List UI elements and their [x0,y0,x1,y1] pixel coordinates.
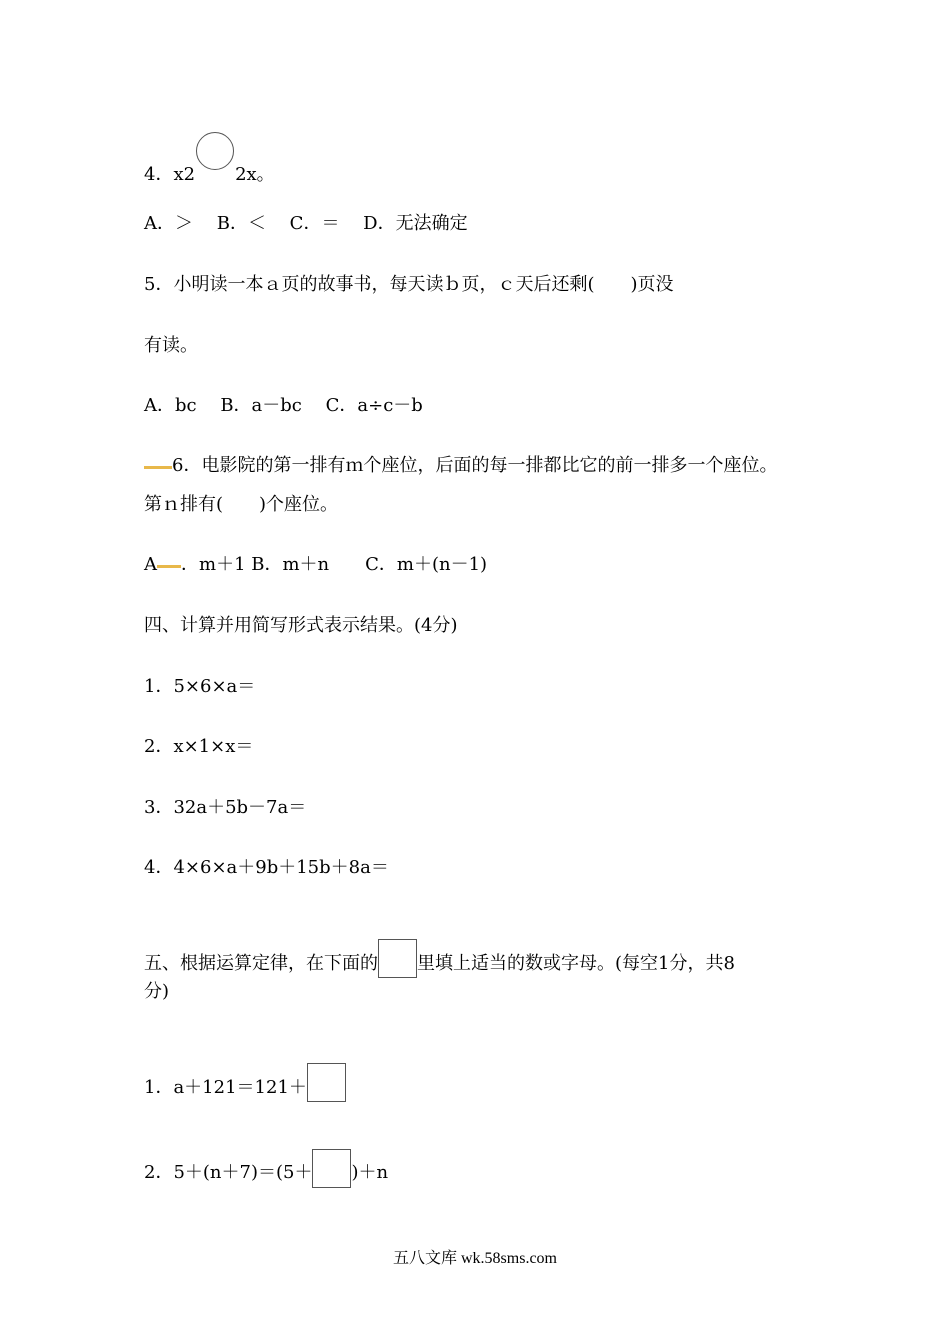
section5-heading [144,937,735,976]
q5-options: A．bc B．a－bc C．a÷c－b [144,395,423,416]
q6-options [144,553,487,577]
section5-item-1 [144,1061,346,1100]
q5-line2: 有读。 [144,335,198,356]
q6-line1-text: 6．电影院的第一排有ｍ个座位，后面的每一排都比它的前一排多一个座位。 [172,455,778,476]
section4-item: 4．4×6×a＋9b＋15b＋8a＝ [144,857,389,878]
section5-heading-line2: 分) [144,981,170,1002]
section5-heading-post: 里填上适当的数或字母。(每空1分，共8 [417,953,735,974]
q4-right: 2x。 [235,164,275,185]
q6-options-rest: ．m＋1 B．m＋n C．m＋(n－1) [181,554,488,575]
q6-opt-a: A [144,554,157,575]
q4-options: A．＞ B．＜ C．＝ D．无法确定 [144,213,468,234]
answer-box[interactable] [307,1063,346,1102]
q6-line1 [144,454,777,478]
section5-item-2 [144,1146,388,1185]
section5-item2-post: )＋n [351,1162,389,1183]
section4-heading: 四、计算并用简写形式表示结果。(4分) [144,615,458,636]
section4-item: 1．5×6×a＝ [144,676,256,697]
q6-line2: 第ｎ排有( )个座位。 [144,494,339,515]
section5-item1-text: 1．a＋121＝121＋ [144,1077,307,1098]
footer-watermark: 五八文库 wk.58sms.com [392,1250,557,1267]
section4-item: 2．x×1×x＝ [144,736,254,757]
answer-box[interactable] [312,1149,351,1188]
q5-line1: 5．小明读一本ａ页的故事书，每天读ｂ页，ｃ天后还剩( )页没 [144,274,674,295]
q4-left: 4．x2 [144,164,196,185]
section5-item2-pre: 2．5＋(n＋7)＝(5＋ [144,1162,313,1183]
question-4 [144,146,275,187]
section5-heading-pre: 五、根据运算定律，在下面的 [144,953,378,974]
answer-box [378,939,417,978]
highlight-mark [157,565,181,568]
section4-item: 3．32a＋5b－7a＝ [144,797,307,818]
highlight-mark [144,466,172,469]
compare-circle [196,132,234,170]
